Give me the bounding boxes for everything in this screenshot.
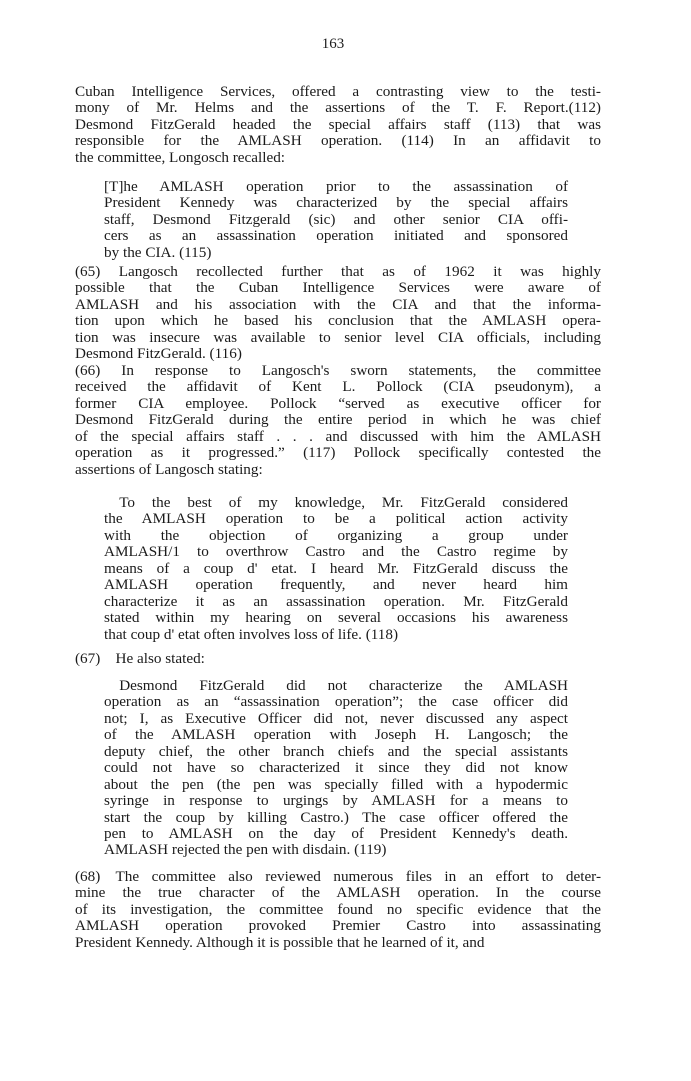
text-line: not; I, as Executive Officer did not, never discussed any aspect: [104, 709, 568, 727]
text-line: the AMLASH operation to be a political action activity: [104, 510, 568, 528]
text-line: assertions of Langosch stating:: [75, 460, 263, 478]
text-line: (68) The committee also reviewed numerous files in an effort to deter-: [75, 868, 601, 885]
text-line: with the objection of organizing a group under: [104, 526, 568, 544]
text-line: President Kennedy. Although it is possible that he learned of it, and: [75, 933, 485, 951]
text-line: responsible for the AMLASH operation. (114) In an affidavit to: [75, 132, 601, 150]
text-line: Cuban Intelligence Services, offered a contrasting view to the testi-: [75, 83, 601, 100]
text-line: [T]he AMLASH operation prior to the assassination of: [104, 178, 568, 195]
text-line: about the pen (the pen was specially filled with a hypodermic: [104, 775, 568, 793]
text-line: President Kennedy was characterized by the special affairs: [104, 194, 568, 212]
text-line: syringe in response to urgings by AMLASH for a means to: [104, 792, 568, 810]
text-line: Desmond FitzGerald did not characterize the AMLASH: [104, 677, 568, 694]
paragraph-67: [75, 651, 601, 667]
paragraph-continued: [75, 84, 601, 166]
text-line: of its investigation, the committee found no specific evidence that the: [75, 900, 601, 918]
paragraph-68: [75, 869, 601, 951]
block-quote-pollock-2: [104, 678, 568, 859]
text-line: (66) In response to Langosch's sworn statements, the committee: [75, 362, 601, 379]
block-quote-pollock-1: [104, 495, 568, 643]
text-line: (67) He also stated:: [75, 650, 205, 667]
text-line: cers as an assassination operation initiated and sponsored: [104, 227, 568, 245]
text-line: the committee, Longosch recalled:: [75, 148, 286, 166]
text-line: of the AMLASH operation with Joseph H. Langosch; the: [104, 726, 568, 744]
text-line: could not have so characterized it since they did not know: [104, 759, 568, 777]
text-line: characterize it as an assassination operation. Mr. FitzGerald: [104, 592, 568, 610]
text-line: Desmond FitzGerald headed the special affairs staff (113) that was: [75, 115, 601, 133]
text-line: AMLASH operation frequently, and never heard him: [104, 576, 568, 594]
text-line: start the coup by killing Castro.) The case officer offered the: [104, 808, 568, 826]
paragraph-66: [75, 363, 601, 478]
text-line: received the affidavit of Kent L. Pollock (CIA pseudonym), a: [75, 378, 601, 396]
text-line: possible that the Cuban Intelligence Services were aware of: [75, 279, 601, 297]
text-line: Desmond FitzGerald during the entire period in which he was chief: [75, 411, 601, 429]
text-line: staff, Desmond Fitzgerald (sic) and other senior CIA offi-: [104, 210, 568, 228]
text-line: (65) Langosch recollected further that as of 1962 it was highly: [75, 263, 601, 280]
text-line: former CIA employee. Pollock “served as executive officer for: [75, 394, 601, 412]
text-line: AMLASH rejected the pen with disdain. (119): [104, 841, 387, 859]
text-line: by the CIA. (115): [104, 243, 212, 261]
paragraph-65: [75, 264, 601, 363]
text-line: tion was insecure was available to senior level CIA officials, including: [75, 328, 601, 346]
text-line: AMLASH operation provoked Premier Castro into assassinating: [75, 917, 601, 935]
text-line: mony of Mr. Helms and the assertions of the T. F. Report.(112): [75, 99, 601, 117]
text-line: Desmond FitzGerald. (116): [75, 345, 242, 363]
page-number: 163: [321, 36, 345, 52]
text-line: operation as it progressed.” (117) Pollock specifically contested the: [75, 444, 601, 462]
text-line: operation as an “assassination operation”; the case officer did: [104, 693, 568, 711]
text-line: To the best of my knowledge, Mr. FitzGerald considered: [104, 494, 568, 511]
text-line: AMLASH and his association with the CIA and that the informa-: [75, 295, 601, 313]
text-line: pen to AMLASH on the day of President Kennedy's death.: [104, 824, 568, 842]
text-line: AMLASH/1 to overthrow Castro and the Castro regime by: [104, 543, 568, 561]
text-line: tion upon which he based his conclusion that the AMLASH opera-: [75, 312, 601, 330]
text-line: means of a coup d' etat. I heard Mr. FitzGerald discuss the: [104, 559, 568, 577]
block-quote-longosch: [104, 179, 568, 261]
text-line: of the special affairs staff . . . and discussed with him the AMLASH: [75, 427, 601, 445]
text-line: mine the true character of the AMLASH operation. In the course: [75, 884, 601, 902]
text-line: stated within my hearing on several occasions his awareness: [104, 609, 568, 627]
text-line: deputy chief, the other branch chiefs and the special assistants: [104, 742, 568, 760]
text-line: that coup d' etat often involves loss of life. (118): [104, 625, 399, 643]
